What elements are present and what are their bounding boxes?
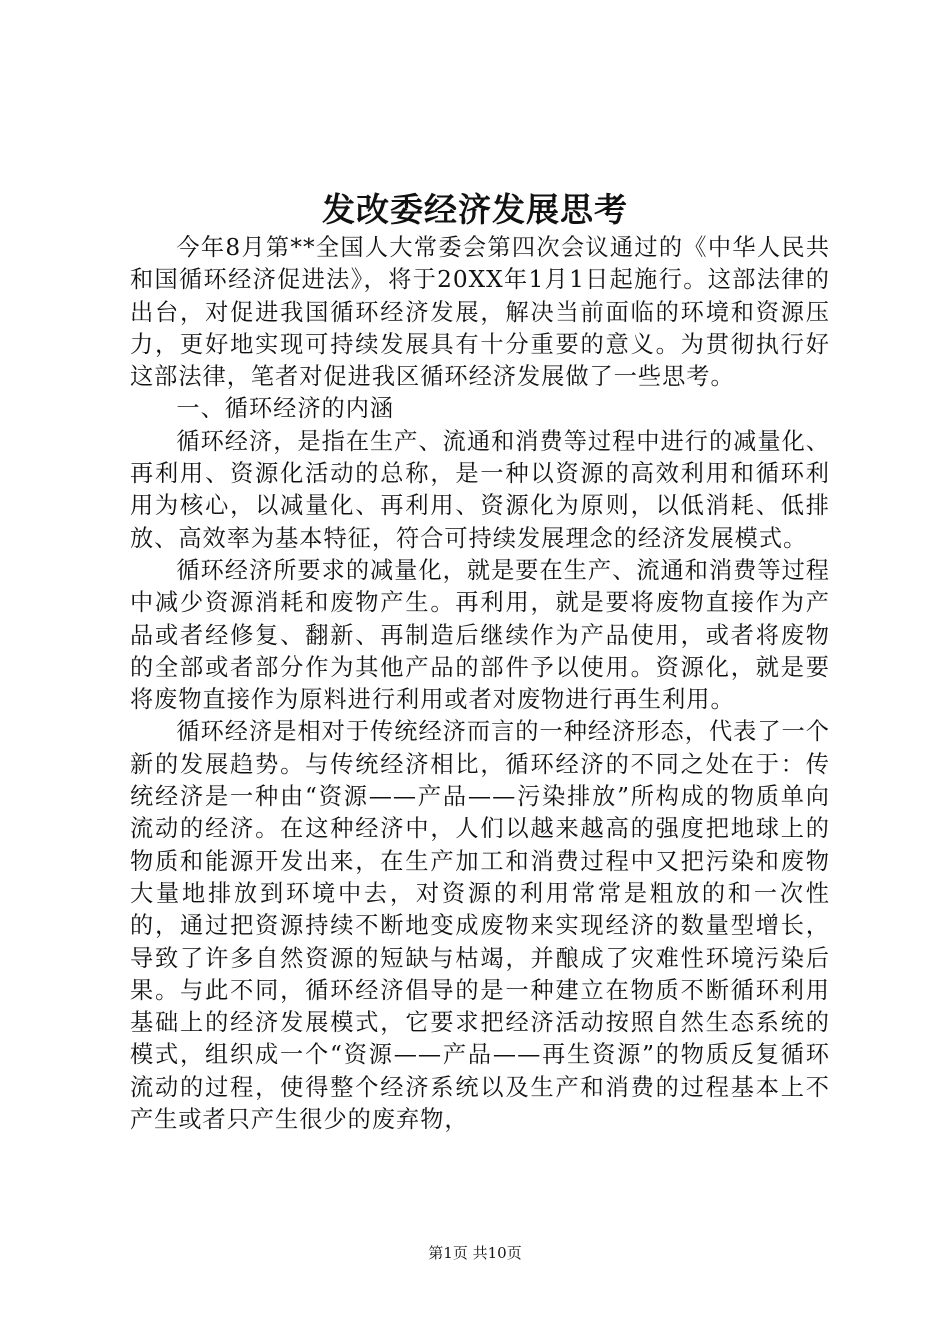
document-title: 发改委经济发展思考 xyxy=(322,190,628,229)
paragraph-comparison: 循环经济是相对于传统经济而言的一种经济形态，代表了一个新的发展趋势。与传统经济相比，循环经济的不同之处在于：传统经济是一种由“资源——产品——污染排放”所构成的物质单向流动的经济。在这种经济中，人们以越来越高的强度把地球上的物质和能源开发出来，在生产加工和消费过程中又把污染和废物大量地排放到环境中去，对资源的利用常常是粗放的和一次性的，通过把资源持续不断地变成废物来实现经济的数量型增长，导致了许多自然资源的短缺与枯竭，并酿成了灾难性环境污染后果。与此不同，循环经济倡导的是一种建立在物质不断循环利用基础上的经济发展模式，它要求把经济活动按照自然生态系统的模式，组织成一个“资源——产品——再生资源”的物质反复循环流动的过程，使得整个经济系统以及生产和消费的过程基本上不产生或者只产生很少的废弃物， xyxy=(130,718,830,1134)
paragraph-principles: 循环经济所要求的减量化，就是要在生产、流通和消费等过程中减少资源消耗和废物产生。再利用，就是要将废物直接作为产品或者经修复、翻新、再制造后继续作为产品使用，或者将废物的全部或者部分作为其他产品的部件予以使用。资源化，就是要将废物直接作为原料进行利用或者对废物进行再生利用。 xyxy=(130,556,830,714)
section-heading: 一、循环经济的内涵 xyxy=(176,395,395,423)
page-number-footer: 第1页 共10页 xyxy=(428,1244,522,1262)
paragraph-definition: 循环经济，是指在生产、流通和消费等过程中进行的减量化、再利用、资源化活动的总称，是一种以资源的高效利用和循环利用为核心，以减量化、再利用、资源化为原则，以低消耗、低排放、高效率为基本特征，符合可持续发展理念的经济发展模式。 xyxy=(130,427,830,552)
paragraph-intro: 今年8月第**全国人大常委会第四次会议通过的《中华人民共和国循环经济促进法》，将于20XX年1月1日起施行。这部法律的出台，对促进我国循环经济发展，解决当前面临的环境和资源压力，更好地实现可持续发展具有十分重要的意义。为贯彻执行好这部法律，笔者对促进我区循环经济发展做了一些思考。 xyxy=(130,234,830,391)
document-body xyxy=(130,232,830,1136)
